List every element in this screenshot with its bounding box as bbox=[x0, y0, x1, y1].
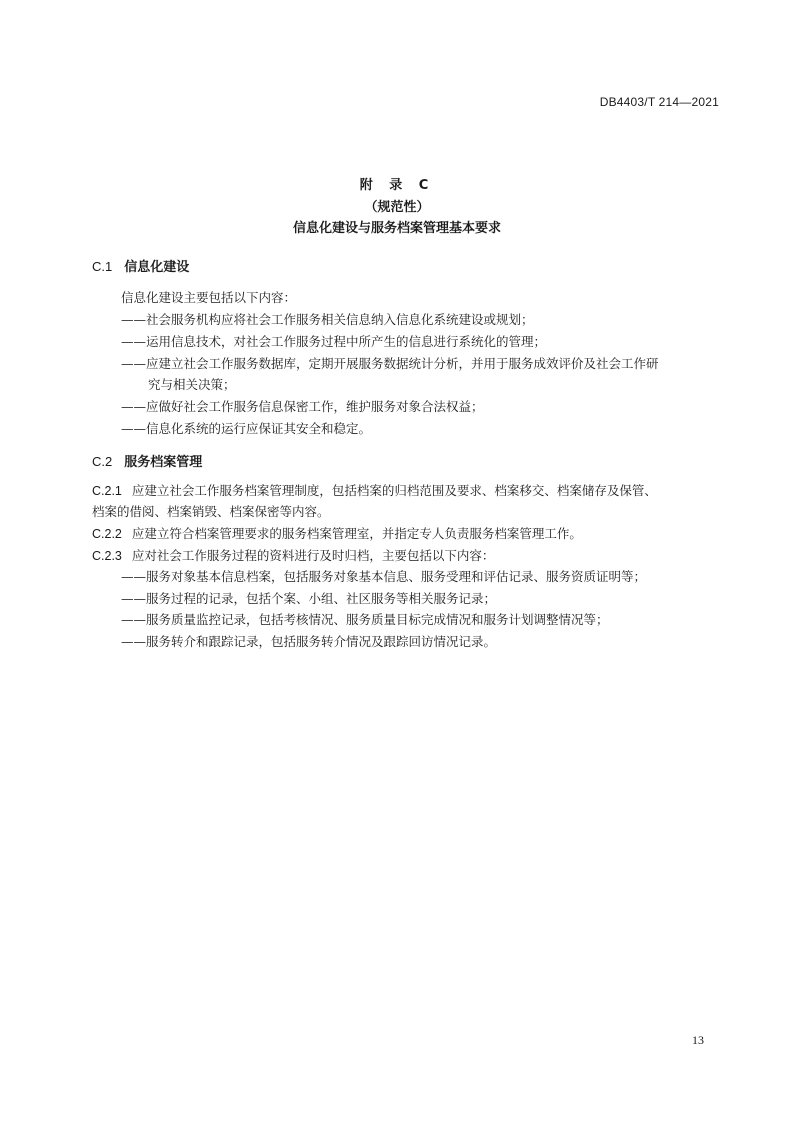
list-item: ——应做好社会工作服务信息保密工作，维护服务对象合法权益； bbox=[121, 399, 484, 414]
section-c1-intro: 信息化建设主要包括以下内容： bbox=[121, 290, 297, 305]
list-item: ——服务转介和跟踪记录，包括服务转介情况及跟踪回访情况记录。 bbox=[121, 634, 497, 649]
list-item: ——服务质量监控记录，包括考核情况、服务质量目标完成情况和服务计划调整情况等； bbox=[121, 612, 609, 627]
list-item: ——社会服务机构应将社会工作服务相关信息纳入信息化系统建设或规划； bbox=[121, 312, 534, 327]
clause-text: 应建立符合档案管理要求的服务档案管理室，并指定专人负责服务档案管理工作。 bbox=[131, 526, 582, 541]
document-code: DB4403/T 214—2021 bbox=[599, 95, 719, 109]
section-number: C.1 bbox=[92, 259, 113, 274]
clause-text: 应建立社会工作服务档案管理制度，包括档案的归档范围及要求、档案移交、档案储存及保管、 bbox=[131, 483, 657, 498]
clause-c2-1-continuation: 档案的借阅、档案销毁、档案保密等内容。 bbox=[92, 504, 330, 519]
section-c2-heading bbox=[92, 451, 202, 470]
clause-text: 应对社会工作服务过程的资料进行及时归档，主要包括以下内容： bbox=[131, 548, 495, 563]
list-item: ——信息化系统的运行应保证其安全和稳定。 bbox=[121, 421, 372, 436]
clause-number: C.2.2 bbox=[92, 527, 122, 541]
list-item-continuation: 究与相关决策； bbox=[148, 377, 236, 392]
list-item: ——应建立社会工作服务数据库，定期开展服务数据统计分析，并用于服务成效评价及社会工作研 bbox=[121, 356, 659, 371]
annex-label: 附 录 C bbox=[359, 178, 435, 193]
section-title: 服务档案管理 bbox=[124, 455, 203, 470]
clause-c2-2 bbox=[92, 524, 582, 542]
annex-title: 信息化建设与服务档案管理基本要求 bbox=[292, 221, 501, 236]
clause-number: C.2.3 bbox=[92, 549, 122, 563]
list-item: ——服务过程的记录，包括个案、小组、社区服务等相关服务记录； bbox=[121, 591, 497, 606]
section-title: 信息化建设 bbox=[124, 260, 190, 275]
list-item: ——运用信息技术，对社会工作服务过程中所产生的信息进行系统化的管理； bbox=[121, 334, 547, 349]
clause-number: C.2.1 bbox=[92, 484, 122, 498]
clause-c2-1 bbox=[92, 481, 657, 499]
section-c1-heading bbox=[92, 256, 189, 275]
page-number: 13 bbox=[692, 1033, 704, 1047]
annex-type: （规范性） bbox=[364, 200, 430, 215]
list-item: ——服务对象基本信息档案，包括服务对象基本信息、服务受理和评估记录、服务资质证明等； bbox=[121, 569, 647, 584]
section-number: C.2 bbox=[92, 454, 113, 469]
clause-c2-3 bbox=[92, 546, 494, 564]
